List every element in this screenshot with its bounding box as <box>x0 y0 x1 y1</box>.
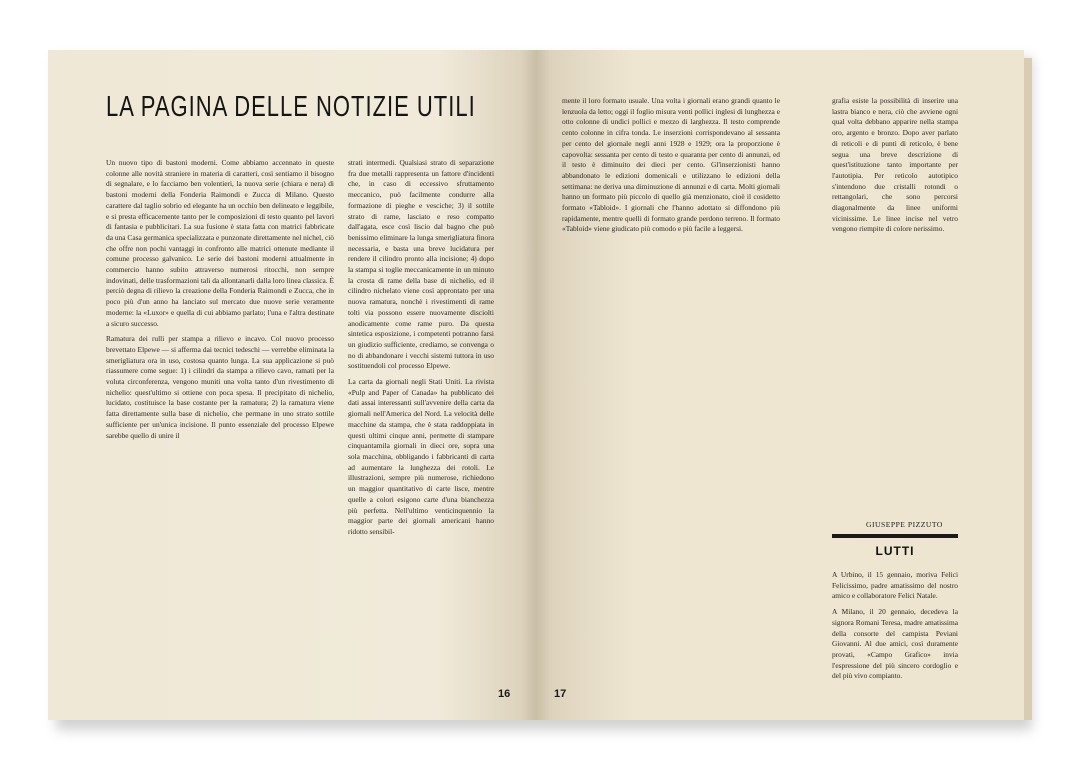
obituary-paragraph: A Milano, il 20 gennaio, decedeva la signora Romani Teresa, madre amatissima della consorte del campista Peviani Giovanni. Al due amici, così duramente provati, «Campo Grafico» invia l'espressione del più sincero cordoglio e del più vivo compianto. <box>832 607 958 681</box>
article-paragraph: Ramatura dei rulli per stampa a rilievo e incavo. Col nuovo processo brevettato Elpewe — si afferma dai tecnici tedeschi — verrebbe eliminata la smerigliatura ora in uso, costosa quanto lunga. La sua applicazione si può riassumere come segue: 1) i cilindri da stampa a rilievo cavo, ramati per la voluta circonferenza, vengono muniti una volta tanto d'un rivestimento di nichelio: quest'ultimo si ottiene con poca spesa. Il precipitato di nichelio, lucidato, costituisce la base costante per la ramatura; 2) la ramatura viene fatta direttamente sulla base di nichelio, che permane in uno strato sottile sufficiente per un'unica incisione. Il punto essenziale del processo Elpewe sarebbe quello di unire il <box>106 334 334 440</box>
right-column-1 <box>562 96 780 702</box>
left-column-1 <box>106 158 334 702</box>
author-signature: GIUSEPPE PIZZUTO <box>866 520 943 529</box>
section-rule <box>832 534 958 538</box>
article-paragraph: strati intermedi. Qualsiasi strato di separazione fra due metalli rappresenta un fattore d'incidenti che, in caso di eccessivo sfruttamento meccanico, può facilmente condurre alla formazione di pieghe e vesciche; 3) il sottile strato di rame, lasciato e reso compatto dall'agata, esce così liscio dal bagno che può benissimo eliminare la lunga smerigliatura finora necessaria, e basta una breve lucidatura per rendere il cilindro pronto alla incisione; 4) dopo la stampa si toglie meccanicamente in un minuto la crosta di rame della base di nichelio, ed il cilindro nichelato viene così approntato per una nuova ramatura, nonchè i rivestimenti di rame tolti via possono essere nuovamente disciolti anodicamente come rame puro. Da questa sintetica esposizione, i competenti potranno farsi un giudizio sufficiente, crediamo, se convenga o no di abbandonare i vecchi sistemi tuttora in uso sostituendoli col processo Elpewe. <box>348 158 494 371</box>
article-paragraph: grafia esiste la possibilità di inserire una lastra bianco e nera, ciò che avviene ogni qual volta debbano apparire nella stampa oro, argento e bronzo. Dopo aver parlato di reticoli e di punti di reticolo, è bene segua una breve descrizione di quest'istituzione tanto importante per l'autotipia. Per reticolo autotipico s'intendono due cristalli rotondi o rettangolari, che sono percorsi diagonalmente da linee uniformi vicinissime. Le linee incise nel vetro vengono riempite di colore nerissimo. <box>832 96 958 234</box>
obituary-paragraph: A Urbino, il 15 gennaio, moriva Felici Felicissimo, padre amatissimo del nostro amico e collaboratore Felici Natale. <box>832 570 958 601</box>
lutti-column <box>832 570 958 706</box>
left-column-2 <box>348 158 494 702</box>
left-page <box>48 50 536 720</box>
section-title-lutti: LUTTI <box>875 544 915 558</box>
article-paragraph: La carta da giornali negli Stati Uniti. La rivista «Pulp and Paper of Canada» ha pubblicato dei dati assai interessanti sull'avvenire della carta da giornali nell'America del Nord. La velocità delle macchine da stampa, che è stata raddoppiata in questi ultimi cinque anni, permette di stampare cinquantamila giornali in dieci ore, sopra una sola macchina, obbligando i fabbricanti di carta ad aumentare la lunghezza dei rotoli. Le illustrazioni, sempre più numerose, richiedono un maggior quantitativo di carte lisce, mentre quelle a colori esigono carte d'una bianchezza più perfetta. Nell'ultimo venticinquennio la maggior parte dei giornali americani hanno ridotto sensibil- <box>348 377 494 536</box>
article-paragraph: mente il loro formato usuale. Una volta i giornali erano grandi quanto le lenzuola da letto; oggi il foglio misura venti pollici inglesi di lunghezza e otto colonne di undici pollici e mezzo di larghezza. Il testo comprende cento colonne in cifra tonda. Le inserzioni corrispondevano al sessanta per cento del giornale negli anni 1928 e 1929; ora la proporzione è capovolta: sessanta per cento di testo e quaranta per cento di annunzi, ed il testo è diminuito dei dieci per cento. Gl'inserzionisti hanno abbandonato le edizioni domenicali e utilizzano le edizioni della settimana: ne deriva una diminuzione di annunzi e di carta. Molti giornali hanno un formato più piccolo di quello già menzionato, cioè il cosidetto formato «Tabloid». I giornali che l'hanno adottato si diffondono più rapidamente, mentre quelli di formato grande perdono terreno. Il formato «Tabloid» viene giudicato più comodo e più facile a leggersi. <box>562 96 780 234</box>
page-number: 16 <box>498 688 511 700</box>
right-column-2 <box>832 96 958 516</box>
page-number: 17 <box>554 688 567 700</box>
right-page <box>536 50 1024 720</box>
page-title: LA PAGINA DELLE NOTIZIE UTILI <box>106 90 476 123</box>
article-paragraph: Un nuovo tipo di bastoni moderni. Come abbiamo accennato in queste colonne alle novità straniere in materia di caratteri, così sentiamo il bisogno di segnalare, e lo facciamo ben volentieri, la nuova serie (chiara e nera) di bastoni moderni della Fonderia Raimondi e Zucca di Milano. Questo carattere dal taglio sobrio ed elegante ha un occhio ben delineato e leggibile, e si presta efficacemente tanto per le composizioni di testo quanto pel lavori di fantasia e pubblicitari. La sua fusione è stata fatta con matrici fabbricate da una Casa germanica specializzata e punzonate direttamente nel nichel, ciò che offre non pochi vantaggi in confronto alle matrici ottenute mediante il comune processo galvanico. Le serie dei bastoni moderni attualmente in commercio hanno subito attraverso numerosi ritocchi, non sempre indovinati, delle trasformazioni tali da allontanarli dalla loro linea classica. È perciò degna di rilievo la creazione della Fonderia Raimondi e Zucca, che in poco più d'un anno ha lanciato sul mercato due nuove serie veramente moderne: la «Luxor» e quella di cui abbiamo parlato; l'una e l'altra destinate a sicuro successo. <box>106 158 334 328</box>
